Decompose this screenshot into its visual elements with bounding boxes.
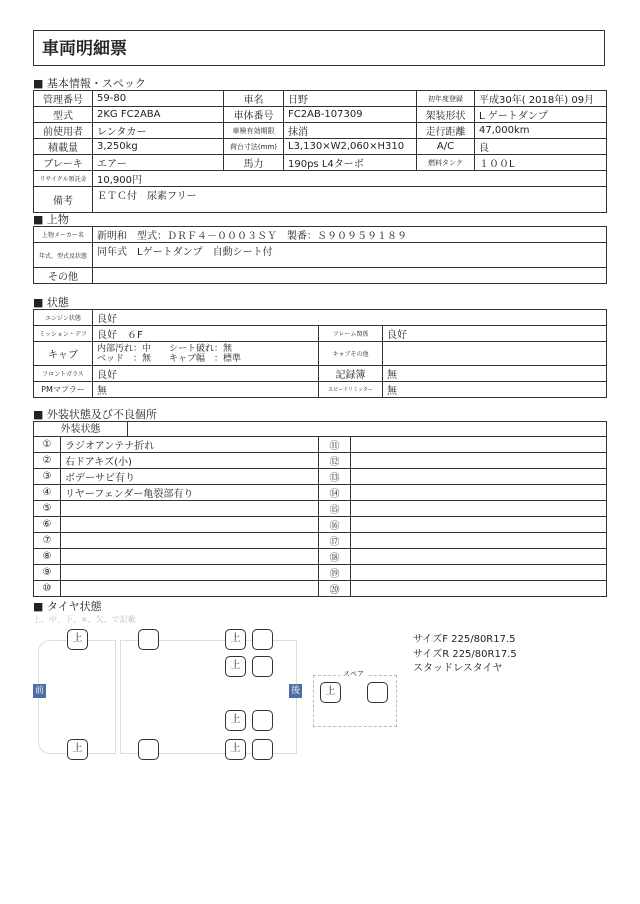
tire-size-rear: サイズR 225/80R17.5	[413, 649, 517, 660]
exterior-item	[351, 565, 607, 581]
front-label: 前	[34, 686, 44, 696]
basic-value: レンタカー	[93, 123, 224, 139]
exterior-number: ①	[34, 437, 61, 453]
exterior-row	[34, 565, 607, 581]
basic-label: 車体番号	[224, 107, 284, 123]
tire-mid-top[interactable]	[138, 629, 159, 650]
exterior-number: ⑳	[319, 581, 351, 597]
exterior-item	[351, 453, 607, 469]
basic-value: 平成30年( 2018年) 09月	[475, 91, 607, 107]
basic-row	[34, 91, 607, 107]
cab-line-2: ベッド ：無 キャブ幅 ：標準	[97, 353, 242, 364]
page-title: 車両明細票	[33, 30, 605, 66]
exterior-number: ②	[34, 453, 61, 469]
muffler-value: 無	[93, 382, 319, 398]
tire-front-right[interactable]: 上	[67, 739, 88, 760]
tire-mid-bottom[interactable]	[138, 739, 159, 760]
exterior-number: ⑫	[319, 453, 351, 469]
muffler-label: PMマフラー	[34, 382, 93, 398]
frame-value: 良好	[383, 326, 607, 342]
exterior-item	[351, 533, 607, 549]
basic-label: 前使用者	[34, 123, 93, 139]
record-label: 記録簿	[319, 366, 383, 382]
exterior-item	[61, 533, 319, 549]
exterior-row	[34, 549, 607, 565]
exterior-item	[351, 581, 607, 597]
exterior-item	[351, 437, 607, 453]
tire-front-left[interactable]: 上	[67, 629, 88, 650]
frame-label: フレーム関係	[319, 326, 383, 342]
record-value: 無	[383, 366, 607, 382]
mission-label: ミッション・デフ	[34, 326, 93, 342]
condition-table	[33, 309, 607, 398]
exterior-number: ⑬	[319, 469, 351, 485]
section-basic-heading: ■ 基本情報・スペック	[33, 77, 146, 90]
basic-row	[34, 107, 607, 123]
engine-value: 良好	[93, 310, 607, 326]
exterior-item	[61, 549, 319, 565]
spare-label: スペア	[340, 669, 367, 679]
cab-other-value	[383, 342, 607, 366]
exterior-row	[34, 517, 607, 533]
exterior-number: ⑦	[34, 533, 61, 549]
exterior-number: ⑮	[319, 501, 351, 517]
basic-row	[34, 123, 607, 139]
tire-rear4-inner[interactable]	[252, 739, 273, 760]
cab-other-label: キャブその他	[319, 342, 383, 366]
basic-value: エアー	[93, 155, 224, 171]
tire-rear1-outer[interactable]: 上	[225, 629, 246, 650]
exterior-number: ⑨	[34, 565, 61, 581]
basic-label: 初年度登録	[417, 91, 475, 107]
basic-label: 型式	[34, 107, 93, 123]
exterior-item	[61, 501, 319, 517]
tire-rear3-inner[interactable]	[252, 710, 273, 731]
tire-spare-1[interactable]: 上	[320, 682, 341, 703]
section-exterior-heading: ■ 外装状態及び不良個所	[33, 408, 157, 421]
basic-value: 59-80	[93, 91, 224, 107]
exterior-row	[34, 581, 607, 597]
exterior-row	[34, 453, 607, 469]
basic-row	[34, 155, 607, 171]
exterior-header: 外装状態	[33, 421, 128, 437]
other-value	[93, 268, 607, 284]
exterior-number: ⑲	[319, 565, 351, 581]
tire-rear4-outer[interactable]: 上	[225, 739, 246, 760]
basic-value: FC2AB-107309	[284, 107, 417, 123]
exterior-number: ③	[34, 469, 61, 485]
exterior-item	[61, 517, 319, 533]
basic-label: 管理番号	[34, 91, 93, 107]
basic-value: 良	[475, 139, 607, 155]
rear-label: 後	[290, 686, 300, 696]
exterior-header-line	[128, 421, 607, 436]
exterior-item: ラジオアンテナ折れ	[61, 437, 319, 453]
basic-label: 走行距離	[417, 123, 475, 139]
exterior-item	[351, 485, 607, 501]
glass-label: フロントガラス	[34, 366, 93, 382]
basic-value: 抹消	[284, 123, 417, 139]
exterior-item	[351, 501, 607, 517]
mission-value: 良好 ６F	[93, 326, 319, 342]
tire-spare-2[interactable]	[367, 682, 388, 703]
exterior-row	[34, 469, 607, 485]
basic-spec-table	[33, 90, 607, 213]
exterior-row	[34, 501, 607, 517]
tire-note: 上、中、下、×、欠、で記載	[33, 615, 136, 624]
model-value: 同年式 Lゲートダンプ 自動シート付	[93, 243, 607, 268]
exterior-item	[61, 565, 319, 581]
basic-label: 積載量	[34, 139, 93, 155]
remarks-label: 備考	[34, 187, 93, 213]
limiter-value: 無	[383, 382, 607, 398]
model-label: 年式、型式及状態	[34, 243, 93, 268]
basic-label: ブレーキ	[34, 155, 93, 171]
exterior-row	[34, 437, 607, 453]
exterior-number: ⑱	[319, 549, 351, 565]
section-tires-heading: ■ タイヤ状態	[33, 600, 102, 613]
exterior-table	[33, 436, 607, 597]
basic-label: 荷台寸法(mm)	[224, 139, 284, 155]
tire-rear2-inner[interactable]	[252, 656, 273, 677]
basic-row	[34, 139, 607, 155]
tire-rear1-inner[interactable]	[252, 629, 273, 650]
exterior-number: ⑤	[34, 501, 61, 517]
maker-label: 上物メーカー名	[34, 227, 93, 243]
tire-rear2-outer[interactable]: 上	[225, 656, 246, 677]
limiter-label: スピードリミッター	[319, 382, 383, 398]
remarks-value: ＥＴＣ付 尿素フリー	[93, 187, 607, 213]
cab-label: キャブ	[34, 342, 93, 366]
exterior-number: ⑧	[34, 549, 61, 565]
basic-value: 日野	[284, 91, 417, 107]
exterior-number: ⑥	[34, 517, 61, 533]
exterior-number: ⑭	[319, 485, 351, 501]
exterior-item	[61, 581, 319, 597]
exterior-row	[34, 533, 607, 549]
engine-label: エンジン状態	[34, 310, 93, 326]
basic-value: 47,000km	[475, 123, 607, 139]
exterior-number: ⑩	[34, 581, 61, 597]
exterior-item: リヤーフェンダー亀裂部有り	[61, 485, 319, 501]
tire-type: スタッドレスタイヤ	[413, 663, 503, 674]
basic-label: 架装形状	[417, 107, 475, 123]
other-label: その他	[34, 268, 93, 284]
exterior-item: ボデーサビ有り	[61, 469, 319, 485]
cab-outline	[38, 640, 116, 754]
exterior-item	[351, 517, 607, 533]
section-upper-heading: ■ 上物	[33, 213, 69, 226]
basic-label: 燃料タンク	[417, 155, 475, 171]
basic-label: 馬力	[224, 155, 284, 171]
basic-label: 車検有効期限	[224, 123, 284, 139]
glass-value: 良好	[93, 366, 319, 382]
basic-value: １００L	[475, 155, 607, 171]
basic-value: 2KG FC2ABA	[93, 107, 224, 123]
exterior-number: ⑯	[319, 517, 351, 533]
tire-size-front: サイズF 225/80R17.5	[413, 634, 516, 645]
recycle-value: 10,900円	[93, 171, 607, 187]
cab-line-1: 内部汚れ：中 シート破れ：無	[97, 343, 233, 354]
section-condition-heading: ■ 状態	[33, 296, 69, 309]
recycle-label: リサイクル預託金	[34, 171, 93, 187]
exterior-number: ⑰	[319, 533, 351, 549]
tire-rear3-outer[interactable]: 上	[225, 710, 246, 731]
basic-value: L ゲートダンプ	[475, 107, 607, 123]
basic-label: A/C	[417, 139, 475, 155]
maker-value: 新明和 型式：ＤＲＦ４－０００３ＳＹ 製番：Ｓ９０９５９１８９	[93, 227, 607, 243]
exterior-item	[351, 469, 607, 485]
basic-value: 190ps L4ターボ	[284, 155, 417, 171]
exterior-item	[351, 549, 607, 565]
basic-value: L3,130×W2,060×H310	[284, 139, 417, 155]
basic-label: 車名	[224, 91, 284, 107]
exterior-number: ④	[34, 485, 61, 501]
exterior-item: 右ドアキズ(小)	[61, 453, 319, 469]
exterior-number: ⑪	[319, 437, 351, 453]
upper-table	[33, 226, 607, 284]
exterior-row	[34, 485, 607, 501]
basic-value: 3,250kg	[93, 139, 224, 155]
